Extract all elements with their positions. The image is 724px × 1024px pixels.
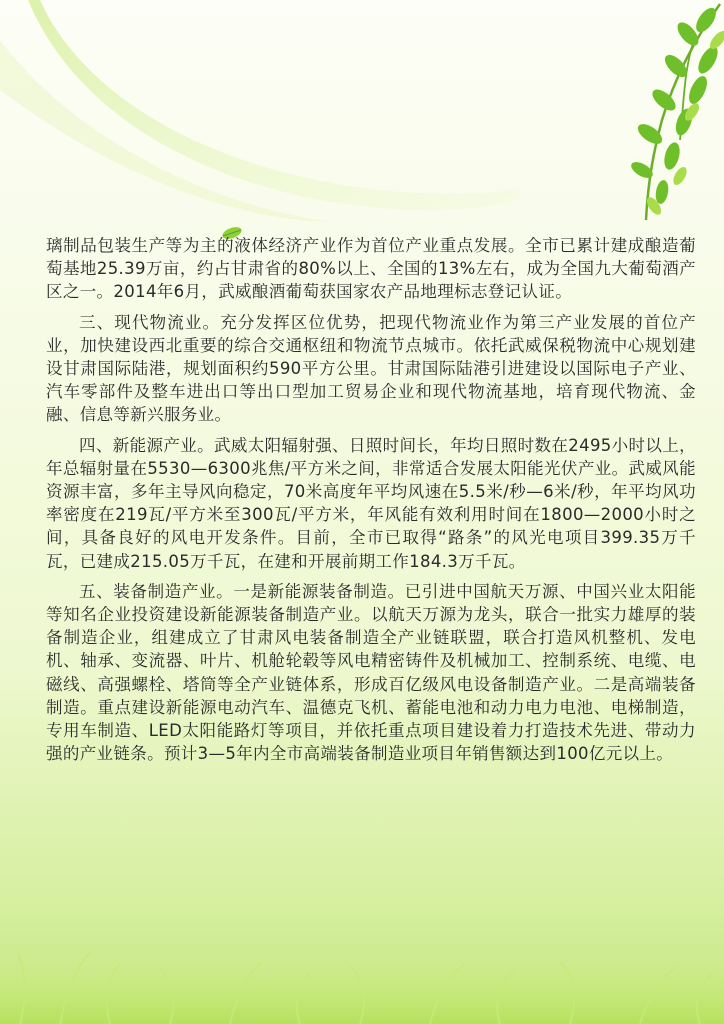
grass-icon <box>0 914 724 1024</box>
paragraph-equipment-manufacturing: 五、装备制造产业。一是新能源装备制造。已引进中国航天万源、中国兴业太阳能等知名企业投资建设新能源装备制造产业。以航天万源为龙头，联合一批实力雄厚的装备制造企业，组建成立了甘肃风电装备制造全产业链联盟，联合打造风机整机、发电机、轴承、变流器、叶片、机舱轮毂等风电精密铸件及机械加工、控制系统、电缆、电磁线、高强螺栓、塔筒等全产业链体系，形成百亿级风电设备制造产业。二是高端装备制造。重点建设新能源电动汽车、温德克飞机、蓄能电池和动力电力电池、电梯制造，专用车制造、LED太阳能路灯等项目，并依托重点项目建设着力打造技术先进、带动力强的产业链条。预计3—5年内全市高端装备制造业项目年销售额达到100亿元以上。 <box>46 581 696 764</box>
paragraph-intro: 璃制品包装生产等为主的液体经济产业作为首位产业重点发展。全市已累计建成酿造葡萄基地25.39万亩，约占甘肃省的80%以上、全国的13%左右，成为全国九大葡萄酒产区之一。2014年6月，武威酿酒葡萄获国家农产品地理标志登记认证。 <box>46 236 696 302</box>
paragraph-new-energy: 四、新能源产业。武威太阳辐射强、日照时间长，年均日照时数在2495小时以上，年总辐射量在5530—6300兆焦/平方米之间，非常适合发展太阳能光伏产业。武威风能资源丰富，多年主导风向稳定，70米高度年平均风速在5.5米/秒—6米/秒，年平均风功率密度在219瓦/平方米至300瓦/平方米，年风能有效利用时间在1800—2000小时之间，具备良好的风电开发条件。目前，全市已取得“路条”的风光电项目399.35万千瓦，已建成215.05万千瓦，在建和开展前期工作184.3万千瓦。 <box>46 435 696 571</box>
paragraph-logistics: 三、现代物流业。充分发挥区位优势，把现代物流业作为第三产业发展的首位产业，加快建设西北重要的综合交通枢纽和物流节点城市。依托武威保税物流中心规划建设甘肃国际陆港，规划面积约590平方公里。甘肃国际陆港引进建设以国际电子产业、汽车零部件及整车进出口等出口型加工贸易企业和现代物流基地，培育现代物流、金融、信息等新兴服务业。 <box>46 312 696 425</box>
document-body <box>46 234 696 772</box>
leaf-branch-icon <box>584 0 724 230</box>
green-swoosh <box>0 0 520 240</box>
